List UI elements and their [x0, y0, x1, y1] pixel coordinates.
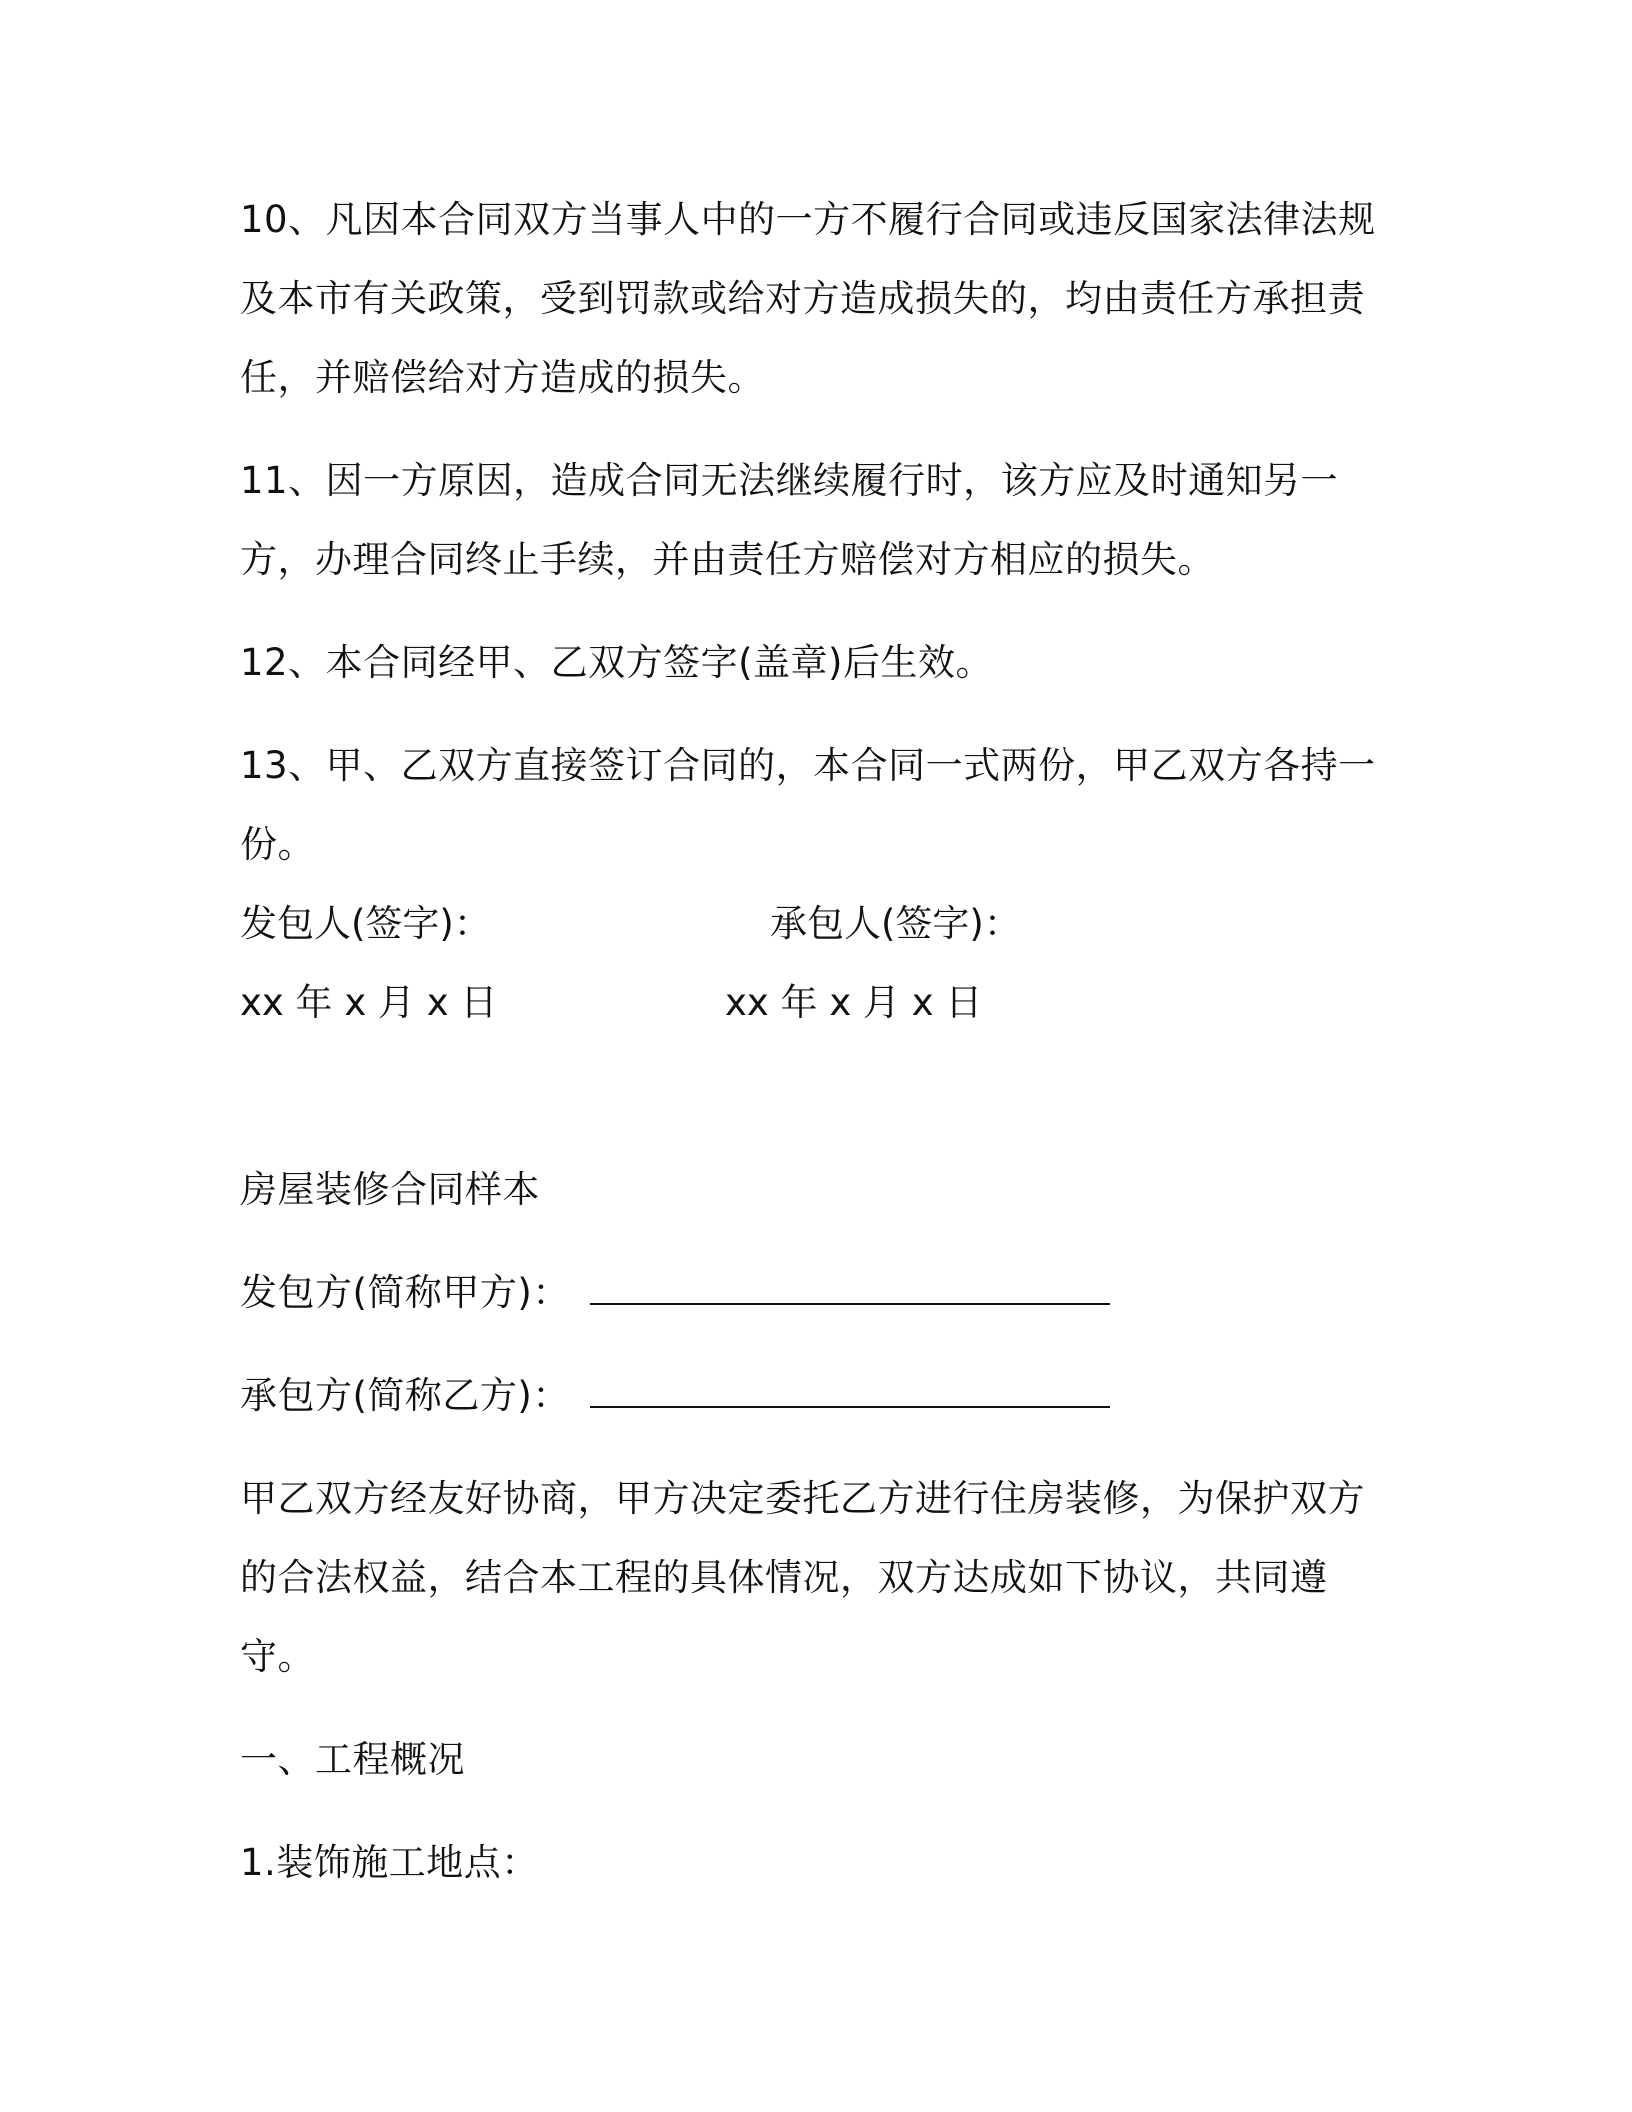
document-body — [240, 180, 1400, 1902]
employer-date: xx 年 x 月 x 日 — [240, 981, 498, 1024]
party-b-label: 承包方(简称乙方)： — [240, 1374, 570, 1417]
section-spacer — [240, 1042, 1400, 1150]
party-a-label: 发包方(简称甲方)： — [240, 1271, 570, 1314]
clause-11: 11、因一方原因，造成合同无法继续履行时，该方应及时通知另一方，办理合同终止手续，并由责任方赔偿对方相应的损失。 — [240, 459, 1339, 581]
sample-title: 房屋装修合同样本 — [240, 1168, 540, 1211]
clause-13: 13、甲、乙双方直接签订合同的，本合同一式两份，甲乙双方各持一份。 — [240, 744, 1376, 866]
party-b-line — [240, 1356, 1400, 1435]
clause-12: 12、本合同经甲、乙双方签字(盖章)后生效。 — [240, 641, 993, 684]
intro-paragraph: 甲乙双方经友好协商，甲方决定委托乙方进行住房装修，为保护双方的合法权益，结合本工程的具体情况，双方达成如下协议，共同遵守。 — [240, 1477, 1365, 1678]
signature-row — [240, 884, 1400, 963]
contractor-signature-label: 承包人(签字)： — [770, 902, 1021, 945]
party-a-blank — [590, 1269, 1110, 1305]
date-row — [240, 963, 1400, 1042]
party-a-line — [240, 1253, 1400, 1332]
party-b-blank — [590, 1372, 1110, 1408]
section-1-heading: 一、工程概况 — [240, 1738, 465, 1781]
clause-10: 10、凡因本合同双方当事人中的一方不履行合同或违反国家法律法规及本市有关政策，受到罚款或给对方造成损失的，均由责任方承担责任，并赔偿给对方造成的损失。 — [240, 198, 1376, 399]
item-1: 1.装饰施工地点： — [240, 1841, 539, 1884]
contractor-date: xx 年 x 月 x 日 — [725, 981, 983, 1024]
employer-signature-label: 发包人(签字)： — [240, 902, 491, 945]
